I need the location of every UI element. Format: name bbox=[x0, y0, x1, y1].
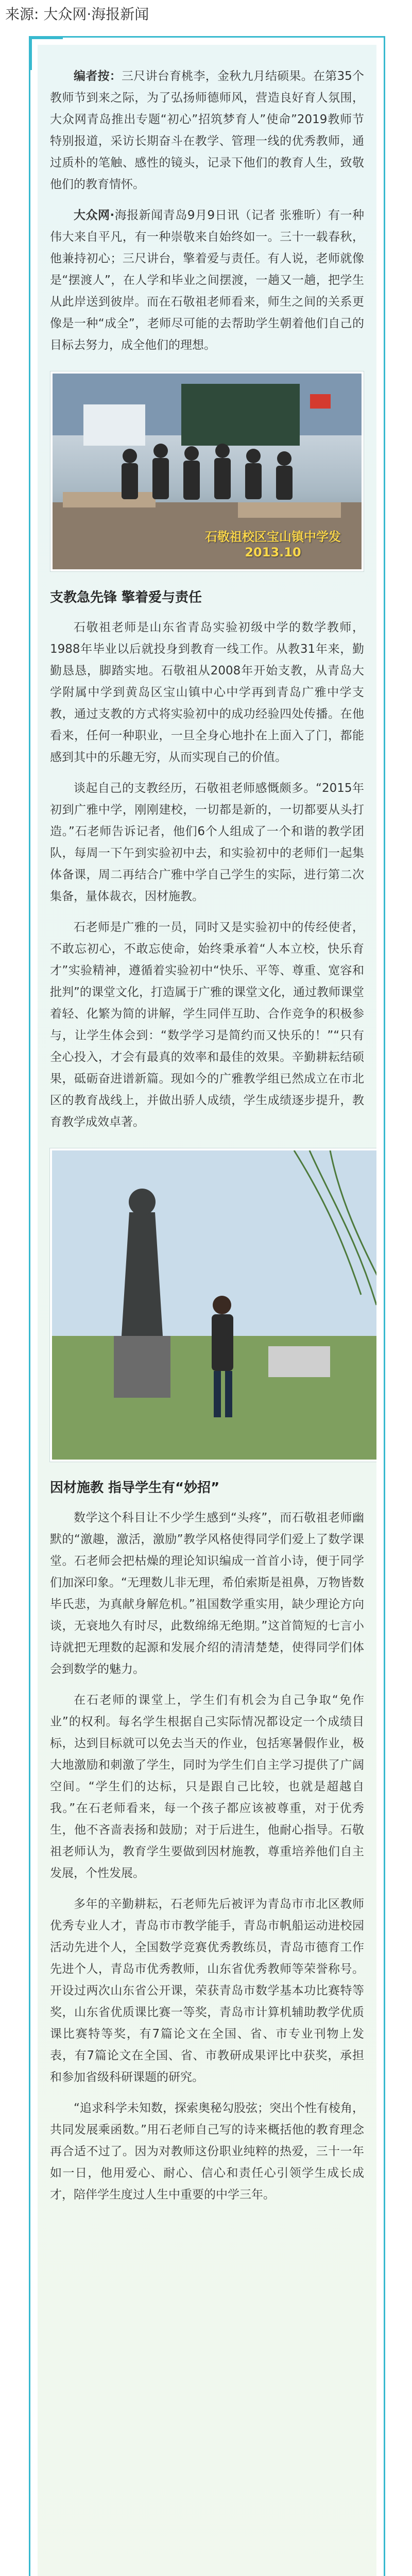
article-card bbox=[29, 36, 385, 2576]
section-title-teaching: 因材施教 指导学生有“妙招” bbox=[50, 1480, 220, 1496]
statue-scene-image bbox=[52, 1150, 376, 1460]
photo-caption-line1: 石敬祖校区宝山镇中学发 bbox=[205, 530, 341, 544]
section2-paragraph: 数学这个科目让不少学生感到“头疼”，而石敬祖老师幽默的“激趣，激活，激励”教学风格使得同学们爱上了数学课堂。石老师会把枯燥的理论知识编成一首首小诗，便于同学们加深印象。“无理数儿非无理，希伯索斯是祖鼻，万物皆数毕氏悲，为真献身解危机。”祖国数学重实用，缺少理论方向谈，无衰地久有时尽，此数绵绵无绝期。”这首简短的七言小诗就把无理数的起源和发展介绍的清清楚楚，使得同学们体会到数学的魅力。 bbox=[50, 1511, 364, 1676]
editor-note-text: 三尺讲台育桃李，金秋九月结硕果。在第35个教师节到来之际，为了弘扬师德师风，营造良好育人氛围，大众网青岛推出专题“初心”招筑梦育人”使命”2019教师节特别报道，采访长期奋斗在教学、管理一线的优秀教师，通过质朴的笔触、感性的镜头，记录下他们的教育人生，致敬他们的教育情怀。 bbox=[50, 70, 364, 191]
editor-note bbox=[50, 65, 364, 195]
section1-paragraph: 石老师是广雅的一员，同时又是实验初中的传经使者，不敢忘初心，不敢忘使命，始终秉承着“人本立校，快乐育才”实验精神，遵循着实验初中“快乐、平等、尊重、宽容和批判”的课堂文化，打造属于广雅的课堂文化，通过教师课堂着轻、化繁为简的讲解，学生同伴互助、合作竞争的积极参与，让学生体会到：“数学学习是简约而又快乐的！”“只有全心投入，才会有最真的效率和最佳的效果。辛勤耕耘结硕果，砥砺奋进谱新篇。现如今的广雅教学组已然成立在市北区的教育战线上，并做出骄人成绩，学生成绩逐步提升，教育教学成效卓著。 bbox=[50, 921, 364, 1129]
section2-paragraph: “追求科学未知数，探索奥秘勾股弦；突出个性有棱角，共同发展乘函数。”用石老师自己写的诗来概括他的教育理念再合适不过了。因为对教师这份职业纯粹的热爱，三十一年如一日，他用爱心、耐心、信心和责任心引领学生成长成才，陪伴学生度过人生中重要的中学三年。 bbox=[50, 2102, 364, 2201]
section1-paragraph: 石敬祖老师是山东省青岛实验初级中学的数学教师，1988年毕业以后就投身到教育一线工作。从教31年来，勤勤恳恳，脚踏实地。石敬祖从2008年开始支教，从青岛大学附属中学到黄岛区宝山镇中心中学再到青岛广雅中学支教，通过支教的方式将实验初中的成功经验四处传播。在他看来，任何一种职业，一旦全身心地扑在上面入了门，都能感到其中的乐趣无穷，从而实现自己的价值。 bbox=[50, 621, 364, 764]
lede-paragraph bbox=[50, 205, 364, 356]
photo-caption-line2: 2013.10 bbox=[245, 545, 301, 560]
classroom-photo bbox=[50, 371, 364, 571]
section2-paragraph: 在石老师的课堂上，学生们有机会为自己争取“免作业”的权利。每名学生根据自己实际情况都设定一个成绩目标，达到目标就可以免去当天的作业，包括寒暑假作业，极大地激励和刺激了学生，同时为学生们自主学习提供了广阔空间。“学生们的达标，只是跟自己比较，也就是超越自我。”在石老师看来，每一个孩子都应该被尊重，对于优秀生，他不吝啬表扬和鼓励；对于后进生，他耐心指导。石敬祖老师认为，教育学生要做到因材施教，尊重培养他们自主发展，个性发展。 bbox=[50, 1693, 364, 1880]
section-title-support: 支教急先锋 擎着爱与责任 bbox=[50, 590, 202, 605]
editor-note-label: 编者按： bbox=[74, 70, 122, 83]
article-content bbox=[50, 65, 364, 2215]
source-line: 来源: 大众网·海报新闻 bbox=[5, 6, 149, 23]
article-body bbox=[38, 45, 376, 2576]
lede-label: 大众网· bbox=[74, 209, 115, 222]
section2-paragraph: 多年的辛勤耕耘，石老师先后被评为青岛市市北区教师优秀专业人才，青岛市市教学能手，青岛市帆船运动进校园活动先进个人，全国数学竞赛优秀教练员，青岛市德育工作先进个人，青岛市优秀教师，山东省优秀教师等荣誉称号。开设过两次山东省公开课，荣获青岛市数学基本功比赛特等奖，山东省优质课比赛一等奖，青岛市计算机辅助教学优质课比赛特等奖，有7篇论文在全国、省、市专业刊物上发表，有7篇论文在全国、省、市教研成果评比中获奖，承担和参加省级科研课题的研究。 bbox=[50, 1897, 364, 2084]
photo-caption bbox=[205, 529, 341, 560]
lede-text: 海报新闻青岛9月9日讯（记者 张雅昕）有一种伟大来自平凡，有一种崇敬来自始终如一。三十一载春秋，他兼持初心；三尺讲台，擎着爱与责任。有人说，老师就像是“摆渡人”，在人学和毕业之间摆渡，一趟又一趟，把学生从此岸送到彼岸。而在石敬祖老师看来，师生之间的关系更像是一种“成全”，老师尽可能的去帮助学生朝着他们自己的目标去努力，成全他们的理想。 bbox=[50, 209, 364, 352]
statue-photo bbox=[50, 1148, 376, 1462]
section1-paragraph: 谈起自己的支教经历，石敬祖老师感慨颇多。“2015年初到广雅中学，刚刚建校，一切都是新的，一切都要从头打造。”石老师告诉记者，他们6个人组成了一个和谐的教学团队，每周一下午到实验初中去，和实验初中的老师们一起集体备课，周二再结合广雅中学自己学生的实际，进行第二次集备，量体裁衣，因材施教。 bbox=[50, 782, 364, 903]
